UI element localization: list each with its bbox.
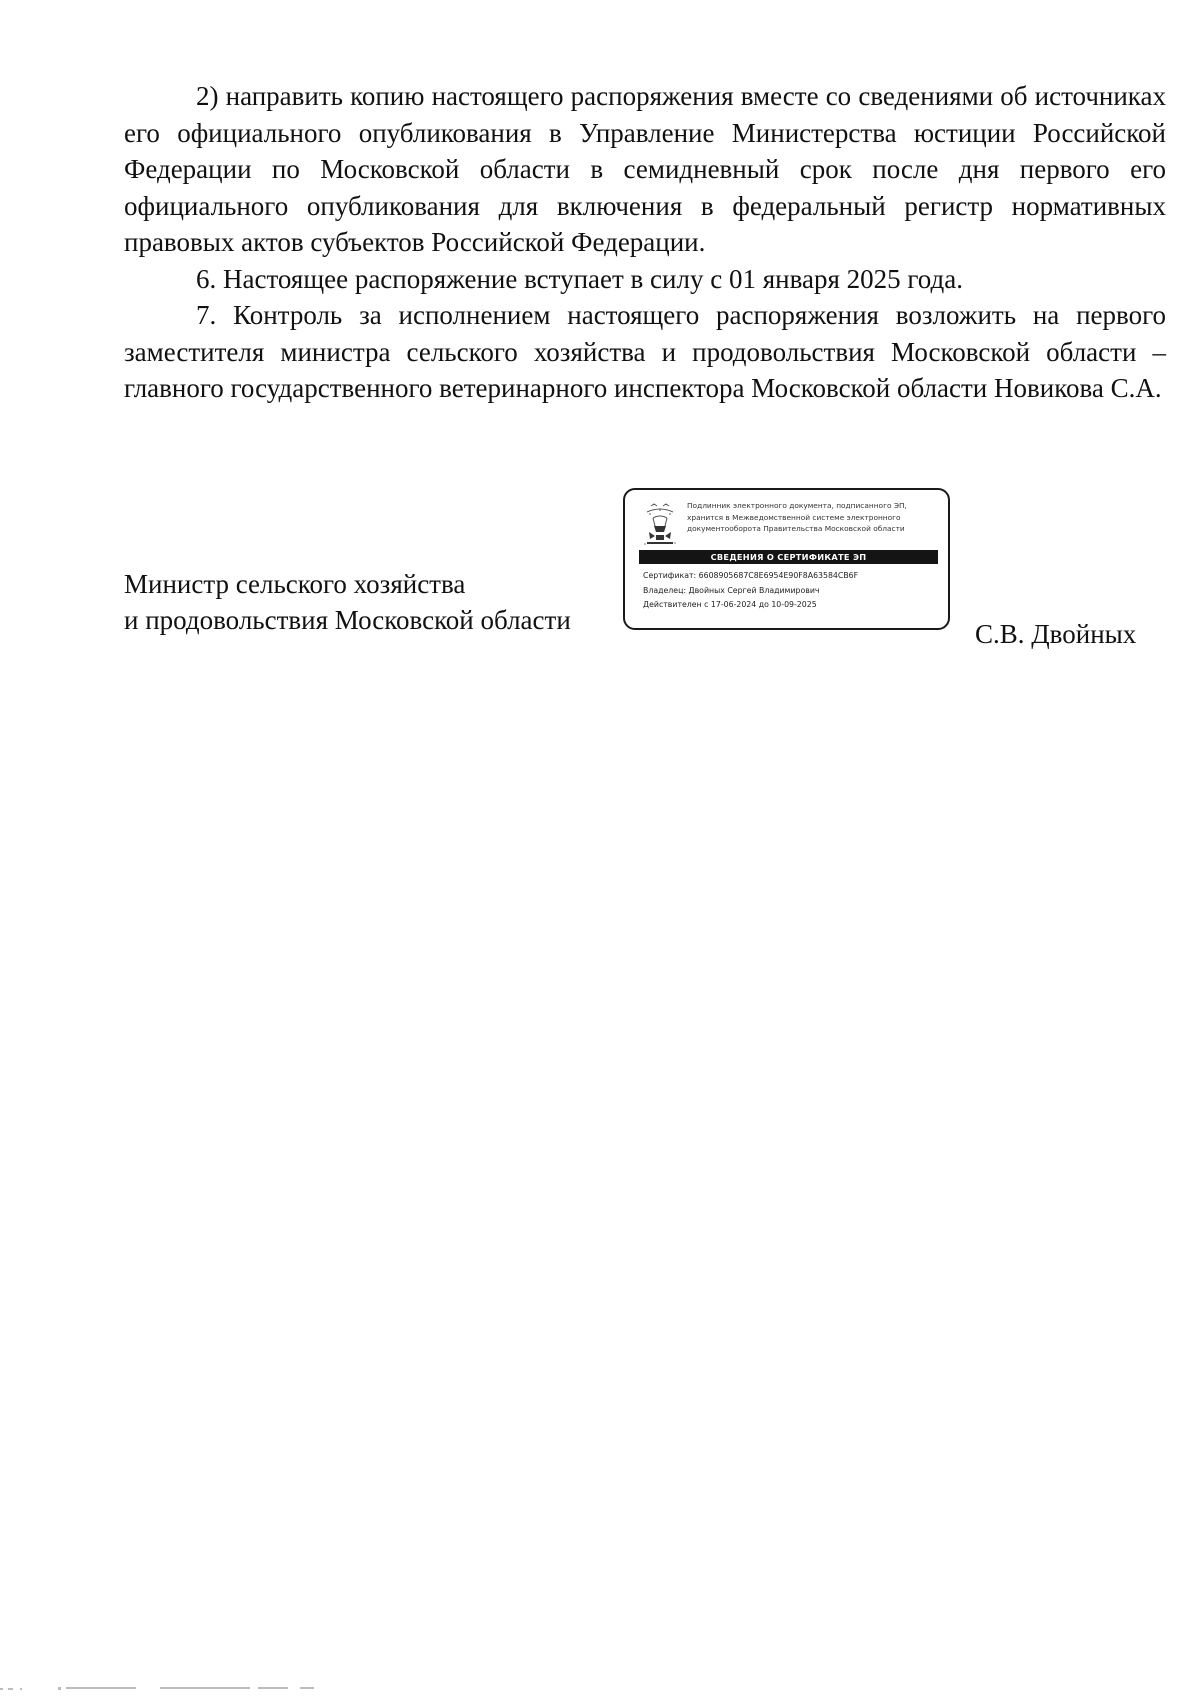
paragraph-item-6: 6. Настоящее распоряжение вступает в силу с 01 января 2025 года. xyxy=(196,263,963,294)
stamp-certificate-owner: Владелец: Двойных Сергей Владимирович xyxy=(643,585,820,595)
signatory-title xyxy=(124,566,571,638)
signatory-title-line-1: Министр сельского хозяйства xyxy=(124,569,466,599)
scan-artifact xyxy=(0,1684,340,1692)
electronic-signature-stamp xyxy=(623,488,950,630)
signatory-name: С.В. Двойных xyxy=(975,619,1137,649)
document-body xyxy=(124,78,1166,407)
stamp-original-note xyxy=(687,500,945,535)
coat-of-arms-icon xyxy=(641,502,679,548)
stamp-header: СВЕДЕНИЯ О СЕРТИФИКАТЕ ЭП xyxy=(639,550,938,564)
stamp-certificate-info xyxy=(643,569,943,613)
paragraph-item-2: 2) направить копию настоящего распоряжения вместе со сведениями об источниках его официального опубликования в Управление Министерства юстиции Российской Федерации по Московской области в семидневный срок после дня первого его официального опубликования для включения в федеральный регистр нормативных правовых актов субъектов Российской Федерации. xyxy=(124,81,1166,257)
stamp-original-line-2: хранится в Межведомственной системе электронного xyxy=(687,512,901,522)
signatory-title-line-2: и продовольствия Московской области xyxy=(124,605,571,635)
stamp-certificate-number: Сертификат: 6608905687C8E6954E90F8A63584CB6F xyxy=(643,571,859,580)
stamp-certificate-validity: Действителен с 17-06-2024 до 10-09-2025 xyxy=(643,600,817,609)
stamp-original-line-1: Подлинник электронного документа, подписанного ЭП, xyxy=(687,501,907,510)
paragraph-item-7: 7. Контроль за исполнением настоящего распоряжения возложить на первого заместителя министра сельского хозяйства и продовольствия Московской области – главного государственного ветеринарного инспектора Московской области Новикова С.А. xyxy=(124,300,1166,403)
stamp-original-line-3: документооборота Правительства Московской области xyxy=(687,524,905,533)
